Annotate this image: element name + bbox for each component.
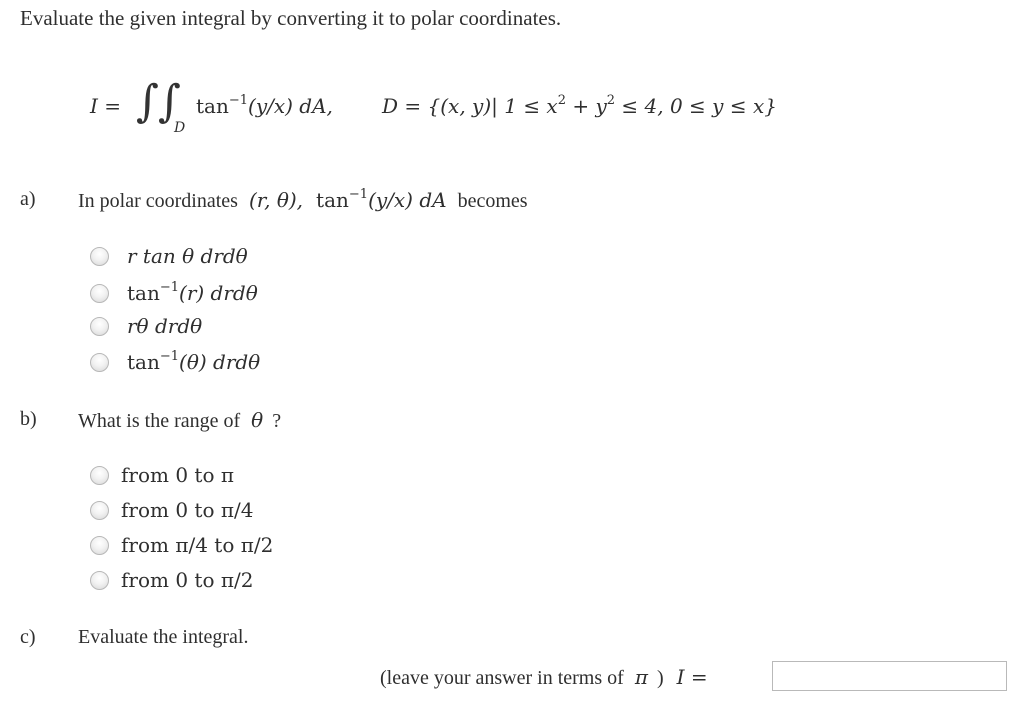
radio-button[interactable] [90, 284, 109, 303]
radio-button[interactable] [90, 466, 109, 485]
formula-lhs: I = [90, 94, 122, 118]
part-a-option-4[interactable] [90, 349, 260, 375]
domain-rest: ≤ 4, 0 ≤ y ≤ x} [615, 94, 777, 118]
answer-pi: π [634, 665, 648, 689]
option-text: from 0 to π [121, 463, 234, 487]
option-text: rθ drdθ [127, 314, 203, 338]
part-a-label: a) [20, 188, 36, 210]
answer-suffix: ) [656, 667, 664, 689]
domain-set: {(x, y)| 1 ≤ x [427, 94, 558, 118]
domain-lhs: D = [382, 94, 422, 118]
radio-button[interactable] [90, 317, 109, 336]
integrand-argument: (y/x) dA, [248, 94, 333, 118]
part-c-question: Evaluate the integral. [78, 626, 249, 648]
part-a-option-1[interactable] [90, 243, 248, 269]
radio-button[interactable] [90, 501, 109, 520]
part-a-arg: (y/x) dA [368, 188, 447, 212]
option-text: from π/4 to π/2 [121, 533, 274, 557]
radio-button[interactable] [90, 571, 109, 590]
radio-button[interactable] [90, 247, 109, 266]
part-b-option-2[interactable] [90, 497, 253, 523]
part-a-question [78, 188, 528, 213]
option-text: from 0 to π/2 [121, 568, 254, 592]
answer-prefix: (leave your answer in terms of [380, 667, 624, 689]
part-a-fn: tan [316, 188, 349, 212]
part-a-exp: −1 [348, 187, 369, 202]
part-c-label: c) [20, 626, 36, 648]
part-b-question [78, 408, 281, 433]
option-fn: tan [127, 281, 160, 305]
part-a-polar-coords: (r, θ), [248, 188, 304, 212]
part-a-option-3[interactable] [90, 313, 202, 339]
radio-button[interactable] [90, 536, 109, 555]
problem-statement: Evaluate the given integral by converting it to polar coordinates. [20, 6, 562, 30]
part-a-question-suffix: becomes [457, 190, 528, 212]
option-text: r tan θ drdθ [127, 244, 248, 268]
radio-button[interactable] [90, 353, 109, 372]
integral-sign-2: ∫ [158, 76, 181, 127]
option-arg: (r) drdθ [179, 281, 258, 305]
part-b-question-prefix: What is the range of [78, 410, 241, 432]
option-exp: −1 [159, 280, 180, 295]
answer-input[interactable] [772, 661, 1007, 691]
region-subscript: D [174, 120, 186, 136]
answer-instructions [380, 665, 708, 690]
domain-plus-y: + y [566, 94, 607, 118]
integrand-function: tan [196, 94, 229, 118]
integral-sign-1: ∫ [136, 76, 159, 127]
option-arg: (θ) drdθ [179, 350, 261, 374]
part-b-option-1[interactable] [90, 462, 234, 488]
part-b-option-3[interactable] [90, 532, 273, 558]
option-exp: −1 [159, 349, 180, 364]
part-b-question-mark: ? [272, 410, 282, 432]
part-a-question-prefix: In polar coordinates [78, 190, 238, 212]
integral-formula [90, 76, 830, 148]
option-text: from 0 to π/4 [121, 498, 254, 522]
part-b-theta: θ [251, 408, 264, 432]
domain-square-2: 2 [606, 93, 616, 108]
part-b-option-4[interactable] [90, 567, 253, 593]
domain-square-1: 2 [557, 93, 566, 108]
part-b-label: b) [20, 408, 37, 430]
part-a-option-2[interactable] [90, 280, 258, 306]
integrand-exponent: −1 [228, 93, 249, 108]
option-fn: tan [127, 350, 160, 374]
answer-variable: I = [676, 665, 708, 689]
